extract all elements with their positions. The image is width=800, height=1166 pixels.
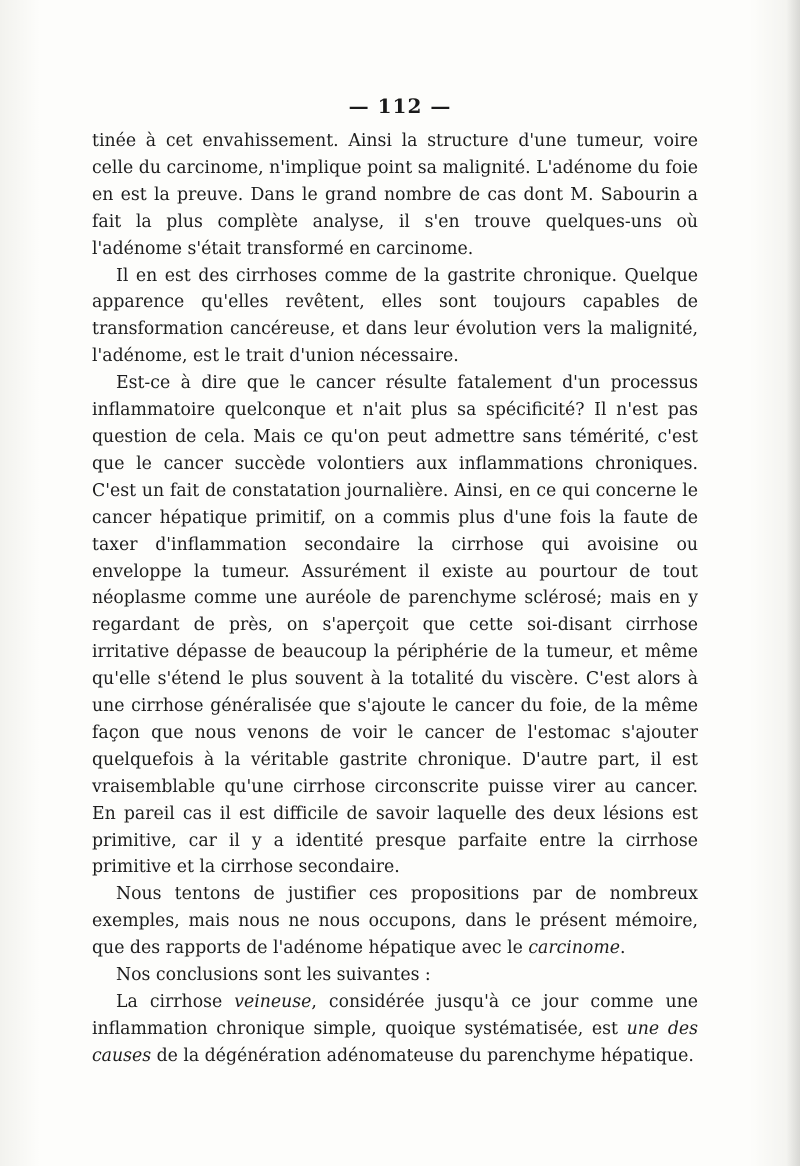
paragraph [92, 989, 698, 1070]
italic-term: carcinome [528, 938, 620, 959]
paragraph-text: La cirrhose [116, 992, 235, 1012]
paragraph: Est-ce à dire que le cancer résulte fatalement d'un processus inflammatoire quelconque et n'ait plus sa spécificité? Il n'est pas question de cela. Mais ce qu'on peut admettre sans témérité, c'est que le cancer succède volontiers aux inflammations chroniques. C'est un fait de constatation journalière. Ainsi, en ce qui concerne le cancer hépatique primitif, on a commis plus d'une fois la faute de taxer d'inflammation secondaire la cirrhose qui avoisine ou enveloppe la tumeur. Assurément il existe au pourtour de tout néoplasme comme une auréole de parenchyme sclérosé; mais en y regardant de près, on s'aperçoit que cette soi-disant cirrhose irritative dépasse de beaucoup la périphérie de la tumeur, et même qu'elle s'étend le plus souvent à la totalité du viscère. C'est alors à une cirrhose généralisée que s'ajoute le cancer du foie, de la même façon que nous venons de voir le cancer de l'estomac s'ajouter quelquefois à la véritable gastrite chronique. D'autre part, il est vraisemblable qu'une cirrhose circonscrite puisse virer au cancer. En pareil cas il est difficile de savoir laquelle des deux lésions est primitive, car il y a identité presque parfaite entre la cirrhose primitive et la cirrhose secondaire. [92, 373, 698, 878]
paragraph-text: . [619, 938, 626, 959]
paragraph: Nos conclusions sont les suivantes : [116, 965, 431, 986]
italic-term: une des causes [92, 1018, 699, 1066]
italic-term: veineuse [234, 992, 312, 1012]
paragraph: tinée à cet envahissement. Ainsi la structure d'une tumeur, voire celle du carcinome, n'implique point sa malignité. L'adénome du foie en est la preuve. Dans le grand nombre de cas dont M. Sabourin a fait la plus complète analyse, il s'en trouve quelques-uns où l'adénome s'était transformé en carcinome. [92, 131, 698, 259]
paragraph [92, 881, 698, 962]
body-text [92, 128, 698, 1070]
paragraph-text: Nous tentons de justifier ces propositions par de nombreux exemples, mais nous ne nous occupons, dans le présent mémoire, que des rapports de l'adénome hépatique avec le [92, 884, 698, 959]
paragraph: Il en est des cirrhoses comme de la gastrite chronique. Quelque apparence qu'elles revêtent, elles sont toujours capables de transformation cancéreuse, et dans leur évolution vers la malignité, l'adénome, est le trait d'union nécessaire. [92, 265, 698, 367]
page-edge-shadow [786, 0, 800, 1166]
paragraph-text: de la dégénération adénomateuse du parenchyme hépatique. [151, 1045, 694, 1066]
paragraph-text: , considérée jusqu'à ce jour comme une inflammation chronique simple, quoique systématisée, est [92, 992, 699, 1039]
page-number: — 112 — [348, 94, 452, 118]
